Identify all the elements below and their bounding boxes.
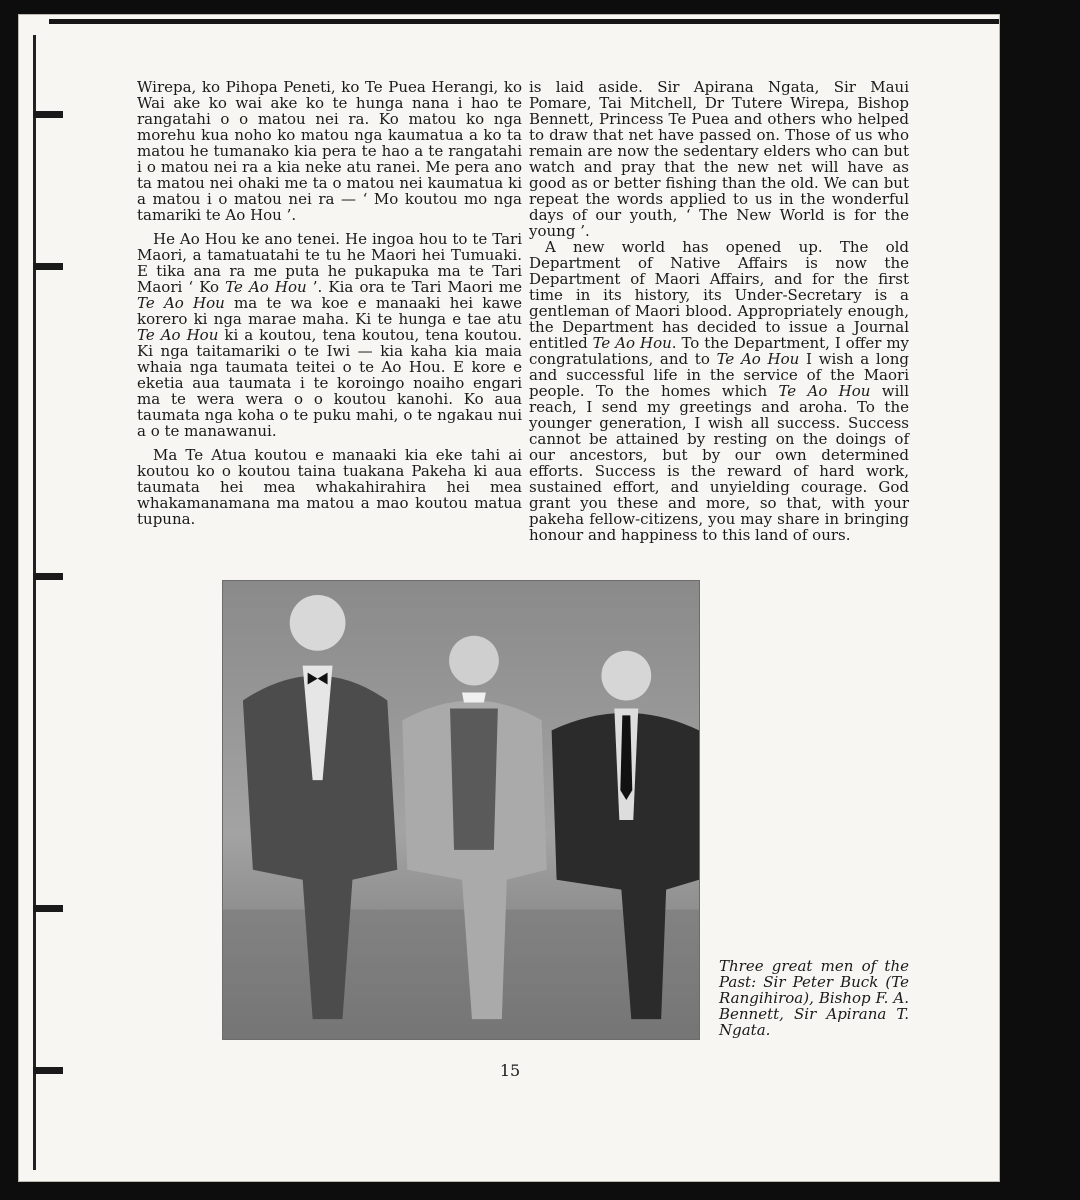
journal-title: Te Ao Hou [137, 294, 225, 312]
left-paragraph-1: Wirepa, ko Pihopa Peneti, ko Te Puea Herangi, ko Wai ake ko wai ake ko te hunga nana i hao te rangatahi o o matou nei ra. Ko matou ko nga morehu kua noho ko matou nga kaumatua a ko ta matou he tumanako kia pera te hao a te rangatahi i o matou nei ra a kia neke atu ranei. Me pera ano ta matou nei ohaki me ta o matou nei kaumatua ki a matou i o matou nei ra — ‘ Mo koutou mo nga tamariki te Ao Hou ’. [137, 78, 522, 224]
binding-edge [33, 35, 36, 1170]
right-column [529, 79, 909, 543]
photo-caption: Three great men of the Past: Sir Peter Buck (Te Rangihiroa), Bishop F. A. Bennett, Sir Apirana T. Ngata. [719, 957, 909, 1039]
text-run: ’. Kia ora te Tari Maori me [306, 278, 522, 296]
photo-three-men [223, 581, 699, 1039]
binding-tab [33, 263, 63, 270]
journal-title: Te Ao Hou [592, 334, 672, 352]
text-run: A new world has opened up. The old Department of Native Affairs is now the Department of Maori Affairs, and for the first time in its history, its Under-Secretary is a gentleman of Maori blood. Appropriately enough, the Department has decided to issue a Journal entitled [529, 238, 909, 352]
right-paragraph-1: is laid aside. Sir Apirana Ngata, Sir Maui Pomare, Tai Mitchell, Dr Tutere Wirepa, Bishop Bennett, Princess Te Puea and others who helped to draw that net have passed on. Those of us who remain are now the sedentary elders who can but watch and pray that the new net will have as good as or better fishing than the old. We can but repeat the words applied to us in the wonderful days of our youth, ‘ The New World is for the young ’. [529, 78, 909, 240]
binding-tab [33, 573, 63, 580]
left-paragraph-2 [137, 231, 522, 439]
text-run: He Ao Hou ke ano tenei. He ingoa hou to te Tari Maori, a tamatuatahi te tu he Maori hei Tumuaki. E tika ana ra me puta he pukapuka ma te Tari Maori ‘ Ko [137, 230, 522, 296]
journal-title: Te Ao Hou [716, 350, 800, 368]
text-run: . To the Department, I offer my congratulations, and to [529, 334, 910, 368]
journal-title: Te Ao Hou [225, 278, 307, 296]
text-run: will reach, I send my greetings and aroha. To the younger generation, I wish all success. Success cannot be attained by resting on the doings of our ancestors, but by our own determined efforts. Success is the reward of hard work, sustained effort, and unyielding courage. God grant you these and more, so that, with your pakeha fellow-citizens, you may share in bringing honour and happiness to this land of ours. [529, 382, 910, 544]
text-run: ki a koutou, tena koutou, tena koutou. Ki nga taitamariki o te Iwi — kia kaha kia maia whaia nga taumata teitei o te Ao Hou. E kore e eketia aua taumata i te koroingo noaiho engari ma te wera wera o o koutou kanohi. Ko aua taumata nga koha o te puku mahi, o te ngakau nui a o te manawanui. [137, 326, 523, 440]
text-run: I wish a long and successful life in the service of the Maori people. To the homes which [529, 350, 910, 400]
left-column [137, 79, 522, 535]
page-number: 15 [499, 1061, 521, 1080]
binding-tab [33, 111, 63, 118]
portrait-photo [222, 580, 700, 1040]
right-paragraph-2 [529, 239, 909, 543]
text-run: ma te wa koe e manaaki hei kawe korero ki nga marae maha. Ki te hunga e tae atu [137, 294, 523, 328]
journal-title: Te Ao Hou [137, 326, 219, 344]
top-rule [49, 19, 999, 24]
left-paragraph-3: Ma Te Atua koutou e manaaki kia eke tahi ai koutou ko o koutou taina tuakana Pakeha ki aua taumata hei mea whakahirahira hei mea whakamanamana ma matou a mao koutou matua tupuna. [137, 446, 522, 528]
journal-title: Te Ao Hou [778, 382, 871, 400]
magazine-page [18, 14, 1000, 1182]
binding-tab [33, 905, 63, 912]
